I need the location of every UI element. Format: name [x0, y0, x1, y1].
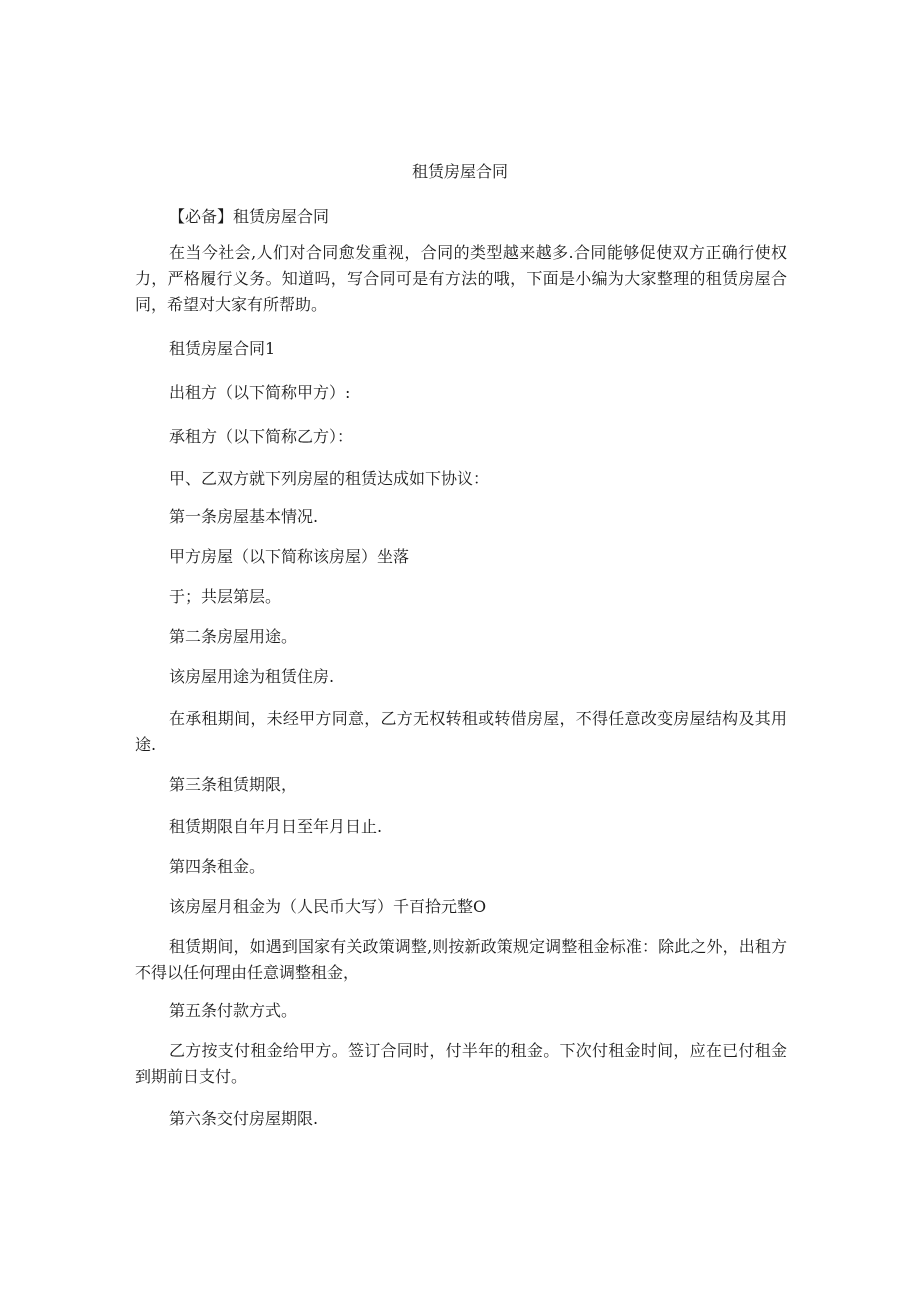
paragraph-payment: 乙方按支付租金给甲方。签订合同时，付半年的租金。下次付租金时间，应在已付租金到期前日支付。: [135, 1041, 787, 1086]
paragraph-term: 租赁期限自年月日至年月日止.: [169, 817, 383, 836]
paragraph-article-3: 第三条租赁期限，: [169, 775, 298, 794]
paragraph-rent: 该房屋月租金为（人民币大写）千百拾元整O: [169, 897, 487, 916]
paragraph-article-6: 第六条交付房屋期限.: [169, 1109, 319, 1128]
paragraph-house-location: 甲方房屋（以下简称该房屋）坐落: [169, 547, 410, 566]
paragraph-article-1: 第一条房屋基本情况.: [169, 507, 319, 526]
paragraph-lessor: 出租方（以下简称甲方）:: [169, 383, 351, 402]
paragraph-contract-heading: 租赁房屋合同1: [169, 339, 276, 358]
paragraph-article-2: 第二条房屋用途。: [169, 627, 298, 646]
paragraph-subtitle: 【必备】租赁房屋合同: [169, 207, 330, 226]
paragraph-rent-adjustment: 租赁期间，如遇到国家有关政策调整,则按新政策规定调整租金标准：除此之外，出租方不得以任何理由任意调整租金，: [135, 937, 787, 982]
paragraph-intro: 在当今社会,人们对合同愈发重视，合同的类型越来越多.合同能够促使双方正确行使权力，严格履行义务。知道吗，写合同可是有方法的哦，下面是小编为大家整理的租赁房屋合同，希望对大家有所帮助。: [135, 243, 787, 314]
document-title: 租赁房屋合同: [411, 162, 508, 181]
paragraph-article-4: 第四条租金。: [169, 857, 266, 876]
paragraph-floor: 于；共层第层。: [169, 587, 282, 606]
paragraph-usage: 该房屋用途为租赁住房.: [169, 667, 335, 686]
paragraph-article-5: 第五条付款方式。: [169, 1001, 298, 1020]
paragraph-sublease: 在承租期间，未经甲方同意，乙方无权转租或转借房屋，不得任意改变房屋结构及其用途.: [135, 709, 787, 754]
paragraph-lessee: 承租方（以下简称乙方）：: [169, 427, 354, 446]
paragraph-agreement: 甲、乙双方就下列房屋的租赁达成如下协议：: [169, 469, 490, 488]
